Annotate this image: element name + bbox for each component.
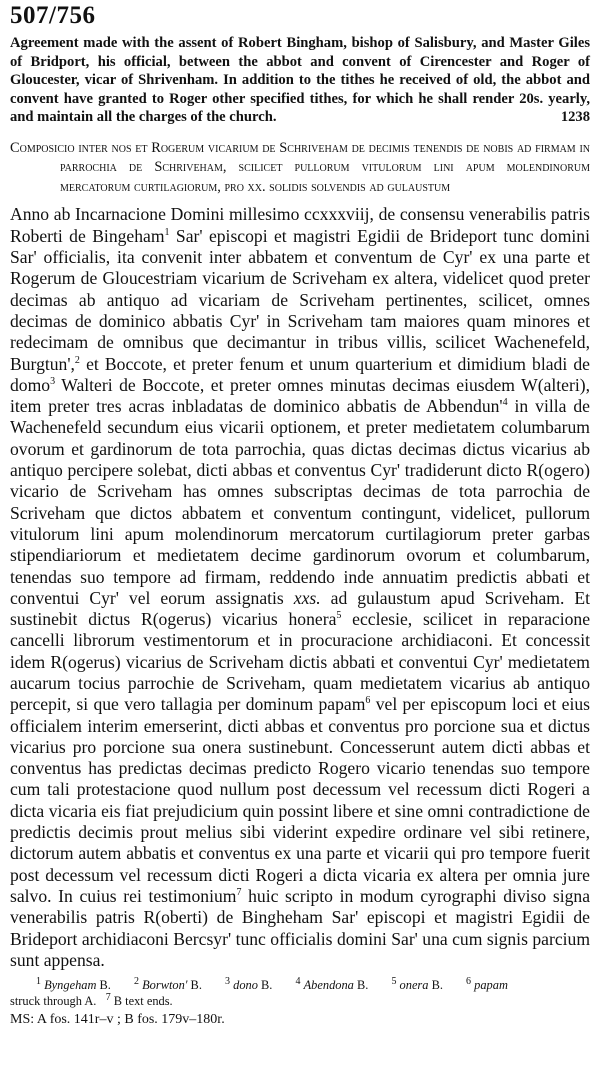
summary-date: 1238 xyxy=(560,109,590,126)
footnote-ref-1: 1 xyxy=(164,226,170,238)
footnotes xyxy=(10,977,590,1009)
footnote-ref-3: 3 xyxy=(50,375,56,387)
footnote-6: $^6$ papam xyxy=(466,976,508,993)
body-part-1: Anno ab Incarnacione Domini millesimo ccxxxviij, de consensu venerabilis patris Roberti de Bingeham xyxy=(10,204,590,246)
body-part-7: ecclesie, scilicet in reparacione cancelli librorum vestimentorum et in procuracione archidiaconi. Et concessit idem R(ogerus) vicarius de Scriveham dictis abbati et conventui Cyr' medietatem aucarum tocius parrochie de Scriveham, quam medietatem vicarius ab antiquo percepit, si que vero tallagia per dominum papam xyxy=(10,609,591,715)
footnote-line-2 xyxy=(10,993,590,1009)
footnote-1: $^1$ Byngeham B. xyxy=(36,976,111,993)
body-part-3: et Boccote, et preter fenum et unum quarterium et dimidium bladi de domo xyxy=(10,353,590,395)
document-number: 507/756 xyxy=(10,2,96,29)
footnote-5: $^5$ onera B. xyxy=(391,976,443,993)
footnote-6-continued: struck through A. xyxy=(10,994,97,1009)
body-part-9: huic scripto in modum cyrographi diviso signa venerabilis patris R(oberti) de Bingheham Sar' episcopi et magistri Egidii de Brideport archidiaconi Bercsyr' tunc officialis domini Sar' una cum signis parcium sunt appensa. xyxy=(10,885,590,970)
footnote-ref-7: 7 xyxy=(236,887,242,899)
latin-body xyxy=(10,204,590,971)
footnote-ref-4: 4 xyxy=(502,397,508,409)
footnote-2: $^2$ Borwton' B. xyxy=(134,976,202,993)
footnote-ref-2: 2 xyxy=(74,354,80,366)
english-summary xyxy=(10,34,590,127)
footnote-line-1 xyxy=(36,977,590,993)
body-part-2: Sar' episcopi et magistri Egidii de Brideport tunc domini Sar' officialis, ita convenit inter abbatem et conventum de Cyr' ex una parte et Rogerum de Gloucestriam vicarium de Scriveham ex altera, videlicet quod preter decimas ab antiquo ad vicariam de Scriveham pertinentes, scilicet, omnes decimas de dominico abbatis Cyr' in Scriveham tam maiores quam minores et redecimam de omnibus que decimantur in tribus villis, scilicet Wachenefeld, Burgtun', xyxy=(10,225,590,374)
footnote-7: B text ends. xyxy=(110,994,173,1009)
sum-xxs: xxs. xyxy=(293,587,321,608)
footnote-ref-5: 5 xyxy=(336,610,342,622)
footnote-3: $^3$ dono B. xyxy=(225,976,273,993)
manuscript-sources: MS: A fos. 141r–v ; B fos. 179v–180r. xyxy=(10,1012,225,1028)
body-part-6: ad gulaustum apud Scriveham. Et sustinebit dictus R(ogerus) vicarius honera xyxy=(10,587,590,630)
body-part-8: vel per episcopum loci et eius officialem interim emerserint, dicti abbas et conventus pro porcione sua et dictus vicarius pro porcione sua onera sustinebunt. Concesserunt autem dicti abbas et conventus has predictas decimas predicto Rogero vicario tenendas suo tempore cum tali protestacione quod nullum post decessum vel recessum dicti Rogeri a dicta vicaria eis fiat prejudicium quin possint libere et sine omni contradictione de predictis decimis prout melius sibi viderint expedire ordinare vel sibi retinere, dictorum autem abbatis et conventus ex una parte et vicarii qui pro tempore fuerit post decessum vel recessum dicti Rogeri a dicta vicaria ex altera per omnia jure salvo. In cuius rei testimonium xyxy=(10,694,591,906)
body-part-5: in villa de Wachenefeld secundum eius vicarii optionem, et preter medietatem columbarum ovorum et gardinorum de tota parrochia, quas dictas decimas dictus vicarius ab antiquo percipere solebat, dicti abbas et conventus Cyr' tradiderunt dicto R(ogero) vicario de Scriveham has omnes subscriptas decimas de tota parrochia de Scriveham que dictos abbatem et conventum contingunt, videlicet, pullorum vitulorum lini apum molendinorum mercatorum curtilagiorum preter garbas stipendiariorum et medietatem decime gardinorum ovorum et columbarum, tenendas suo tempore ad firmam, reddendo inde annuatim predictis abbati et conventui Cyr' vel eorum assignatis xyxy=(10,396,590,608)
footnote-4: $^4$ Abendona B. xyxy=(295,976,369,993)
body-part-4: Walteri de Boccote, et preter omnes minutas decimas eiusdem W(alteri), item preter tres acras inbladatas de dominico abbatis de Abbendun' xyxy=(10,374,590,417)
latin-heading: Composicio inter nos et Rogerum vicarium de Schriveham de decimis tenendis de nobis ad firmam in parrochia de Schriveham, scilicet pullorum vitulorum lini apum molendinorum mercatorum curtilagiorum, pro xx. solidis solvendis ad gulaustum xyxy=(10,139,590,195)
footnote-7-num: 7 xyxy=(105,992,111,1004)
summary-text: Agreement made with the assent of Robert Bingham, bishop of Salisbury, and Master Giles of Bridport, his official, between the abbot and convent of Cirencester and Roger of Gloucester, vicar of Shrivenham. In addition to the tithes he received of old, the abbot and convent have granted to Roger other specified tithes, for which he shall render 20s. yearly, and maintain all the charges of the church. xyxy=(10,35,590,126)
footnote-ref-6: 6 xyxy=(365,695,371,707)
